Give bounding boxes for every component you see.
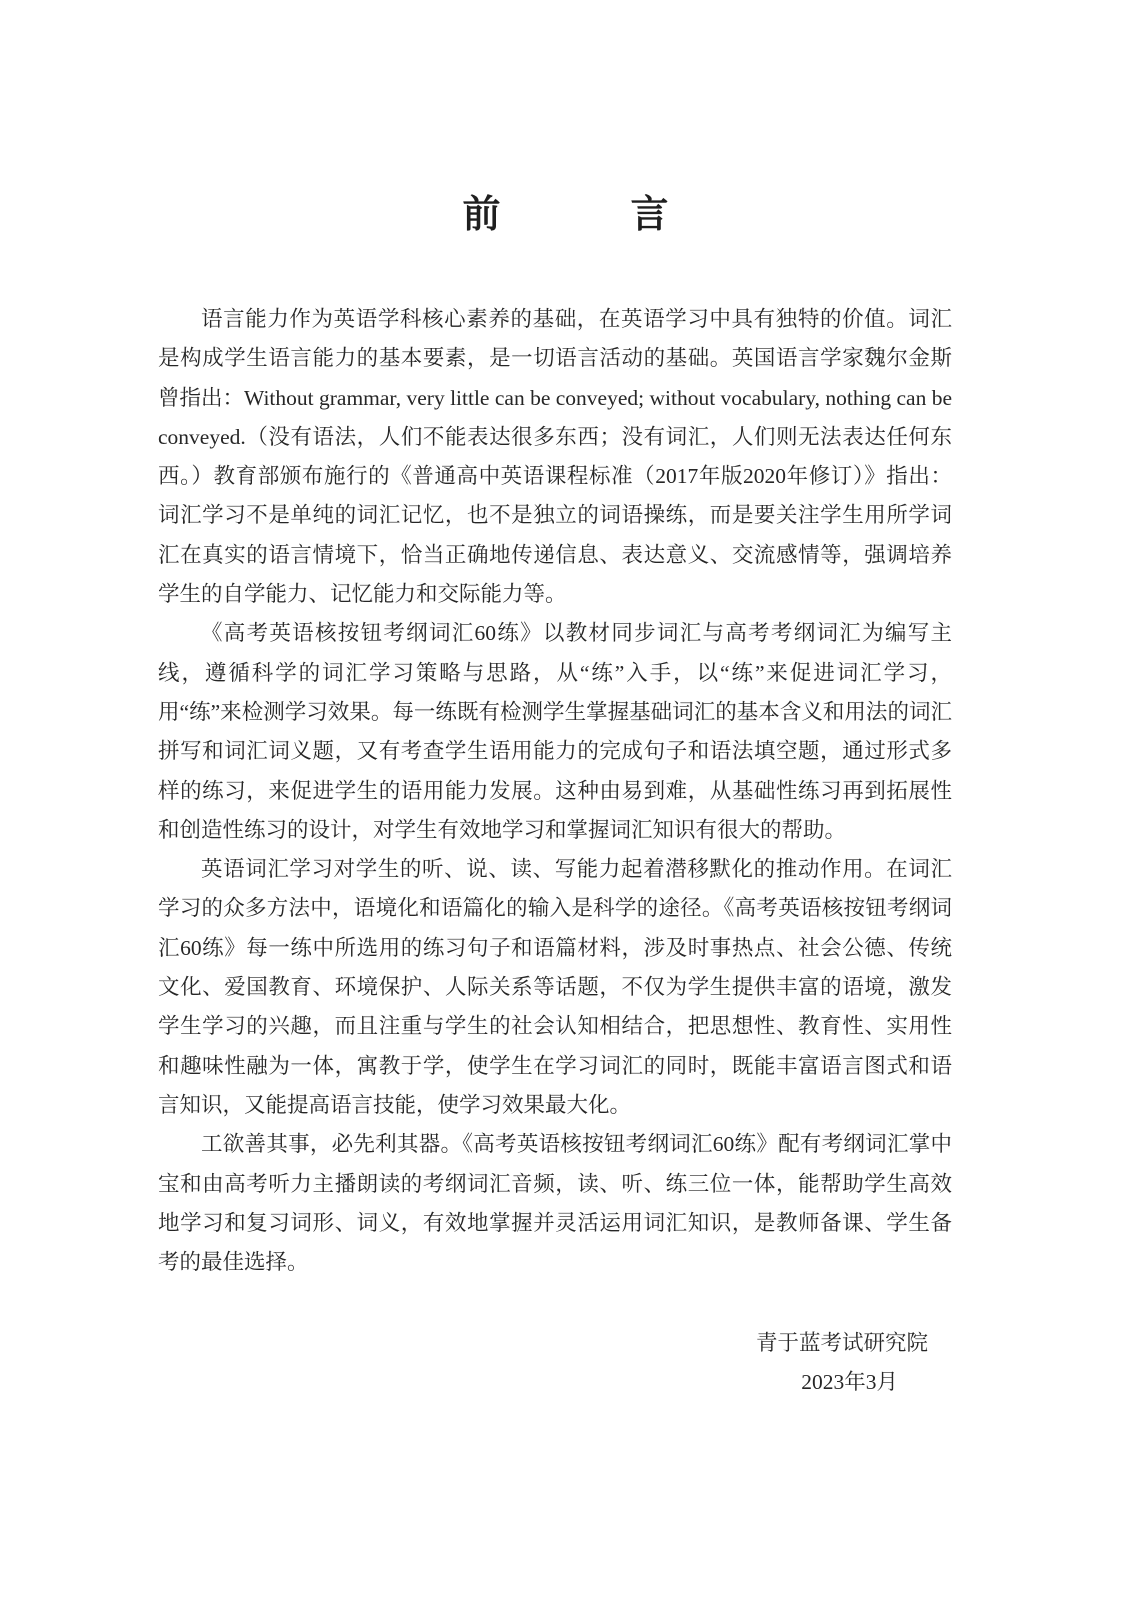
paragraph-2: 《高考英语核按钮考纲词汇60练》以教材同步词汇与高考考纲词汇为编写主线，遵循科学的词汇学习策略与思路，从“练”入手，以“练”来促进词汇学习，用“练”来检测学习效果。每一练既有检测学生掌握基础词汇的基本含义和用法的词汇拼写和词汇词义题，又有考查学生语用能力的完成句子和语法填空题，通过形式多样的练习，来促进学生的语用能力发展。这种由易到难，从基础性练习再到拓展性和创造性练习的设计，对学生有效地学习和掌握词汇知识有很大的帮助。 bbox=[158, 621, 952, 842]
signature-date: 2023年3月 bbox=[801, 1370, 898, 1394]
signature-organization: 青于蓝考试研究院 bbox=[755, 1331, 928, 1355]
paragraph-4: 工欲善其事，必先利其器。《高考英语核按钮考纲词汇60练》配有考纲词汇掌中宝和由高考听力主播朗读的考纲词汇音频，读、听、练三位一体，能帮助学生高效地学习和复习词形、词义，有效地掌握并灵活运用词汇知识，是教师备课、学生备考的最佳选择。 bbox=[158, 1132, 952, 1275]
paragraph-3: 英语词汇学习对学生的听、说、读、写能力起着潜移默化的推动作用。在词汇学习的众多方法中，语境化和语篇化的输入是科学的途径。《高考英语核按钮考纲词汇60练》每一练中所选用的练习句子和语篇材料，涉及时事热点、社会公德、传统文化、爱国教育、环境保护、人际关系等话题，不仅为学生提供丰富的语境，激发学生学习的兴趣，而且注重与学生的社会认知相结合，把思想性、教育性、实用性和趣味性融为一体，寓教于学，使学生在学习词汇的同时，既能丰富语言图式和语言知识，又能提高语言技能，使学习效果最大化。 bbox=[158, 857, 952, 1117]
paragraph-1: 语言能力作为英语学科核心素养的基础，在英语学习中具有独特的价值。词汇是构成学生语言能力的基本要素，是一切语言活动的基础。英国语言学家魏尔金斯曾指出：Without grammar, very little can be conveyed; without vocabulary, nothing can be conveyed.（没有语法，人们不能表达很多东西；没有词汇，人们则无法表达任何东西。）教育部颁布施行的《普通高中英语课程标准（2017年版2020年修订）》指出：词汇学习不是单纯的词汇记忆，也不是独立的词语操练，而是要关注学生用所学词汇在真实的语言情境下，恰当正确地传递信息、表达意义、交流感情等，强调培养学生的自学能力、记忆能力和交际能力等。 bbox=[158, 307, 952, 607]
preface-body bbox=[158, 300, 952, 1282]
page-title: 前 言 bbox=[462, 191, 715, 236]
